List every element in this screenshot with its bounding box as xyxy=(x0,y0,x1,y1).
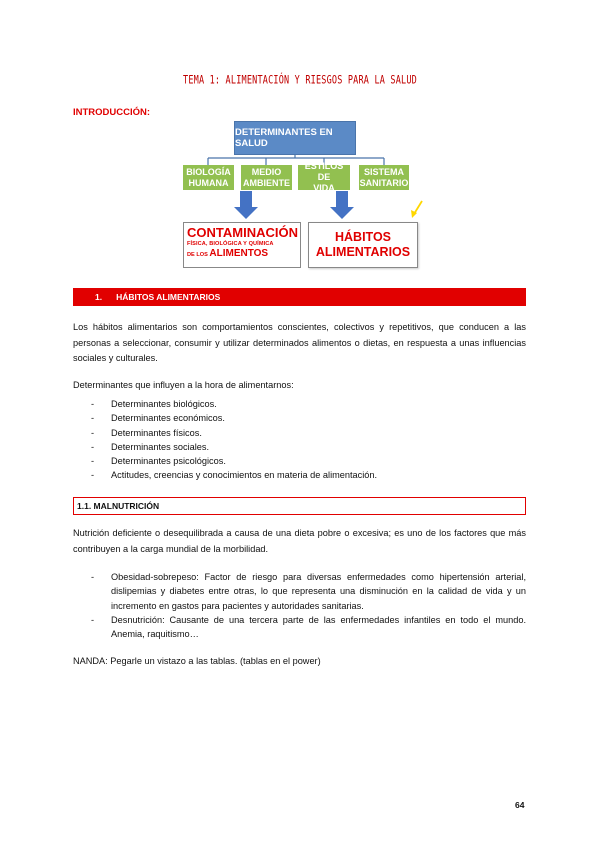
paragraph-malnutricion: Nutrición deficiente o desequilibrada a causa de una dieta pobre o excesiva; es uno de los factores que más contribuyen a la carga mundial de la morbilidad. xyxy=(73,528,526,554)
habitos-alimentarios-box: HÁBITOS ALIMENTARIOS xyxy=(308,222,418,268)
paragraph-determinantes-intro: Determinantes que influyen a la hora de alimentarnos: xyxy=(73,380,294,390)
intro-heading: INTRODUCCIÓN: xyxy=(73,107,151,118)
determinantes-en-salud-box: DETERMINANTES EN SALUD xyxy=(234,121,356,155)
medio-ambiente-box: MEDIO AMBIENTE xyxy=(241,165,292,190)
list-item: - Determinantes sociales. xyxy=(91,441,210,452)
biologia-humana-box: BIOLOGÍA HUMANA xyxy=(183,165,234,190)
list-item: - Obesidad-sobrepeso: Factor de riesgo para diversas enfermedades como hipertensión arterial, dislipemias y diabetes entre otras, lo que representa una disminución en la calidad de vida y un incremento en gastos para pacientes y autoridades sanitarias. xyxy=(91,572,526,611)
document-header-tema: TEMA 1: ALIMENTACIÓN Y RIESGOS PARA LA SALUD xyxy=(183,74,417,88)
list-item: - Determinantes económicos. xyxy=(91,413,225,424)
contaminacion-box xyxy=(183,222,301,268)
nanda-note: NANDA: Pegarle un vistazo a las tablas. (tablas en el power) xyxy=(73,656,321,666)
list-item: - Desnutrición: Causante de una tercera parte de las enfermedades infantiles en todo el mundo. Anemia, raquitismo… xyxy=(91,614,526,640)
determinantes-list xyxy=(91,397,526,483)
contaminacion-line3: DE LOS ALIMENTOS xyxy=(187,248,269,259)
arrow-down-estilos-de-vida xyxy=(330,191,354,219)
yellow-pointer-arrow xyxy=(411,201,422,218)
list-item: - Determinantes biológicos. xyxy=(91,399,217,409)
list-item: - Determinantes psicológicos. xyxy=(91,456,226,467)
section-1-header: 1. HÁBITOS ALIMENTARIOS xyxy=(73,288,526,306)
list-item: - Determinantes físicos. xyxy=(91,427,202,438)
estilos-de-vida-box: ESTILOS DE VIDA xyxy=(298,165,350,190)
arrow-down-medio-ambiente xyxy=(234,191,258,219)
contaminacion-title: CONTAMINACIÓN xyxy=(187,225,298,240)
sistema-sanitario-box: SISTEMA SANITARIO xyxy=(359,165,409,190)
list-item: - Actitudes, creencias y conocimientos en materia de alimentación. xyxy=(91,470,378,481)
page-number: 64 xyxy=(515,800,525,810)
contaminacion-subtitle: FÍSICA, BIOLÓGICA Y QUÍMICA xyxy=(187,241,274,247)
malnutricion-list xyxy=(91,570,526,641)
section-1-1-header: 1.1. MALNUTRICIÓN xyxy=(73,497,526,515)
paragraph-habitos-definition: Los hábitos alimentarios son comportamientos conscientes, colectivos y repetitivos, que conducen a las personas a seleccionar, consumir y utilizar determinados alimentos o dietas, en respuesta a unas influencias sociales y culturales. xyxy=(73,322,526,363)
